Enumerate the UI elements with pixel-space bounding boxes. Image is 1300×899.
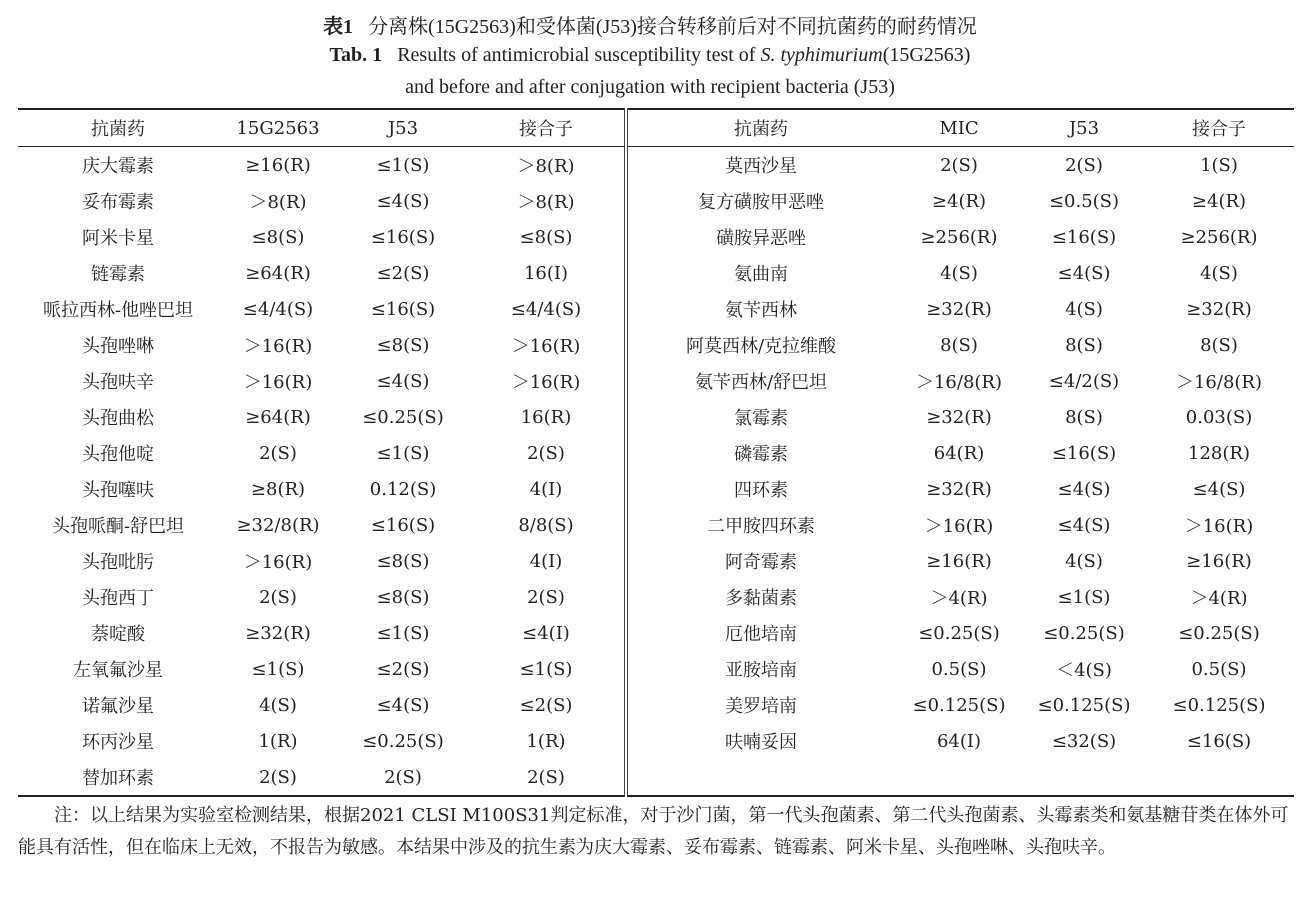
right-cell-conjugant: ＞4(R)	[1190, 588, 1248, 609]
table-row	[18, 651, 1294, 687]
left-cell-conjugant: ≤4(I)	[468, 615, 626, 651]
left-cell-conjugant: 2(S)	[468, 435, 626, 471]
left-cell-isolate: ≤8(S)	[251, 226, 305, 248]
left-cell-conjugant: 4(I)	[468, 543, 626, 579]
caption-en-label: Tab. 1	[329, 44, 383, 66]
caption-cn-label: 表1	[323, 16, 354, 38]
left-cell-drug: 环丙沙星	[82, 732, 154, 753]
header-mic: MIC	[894, 109, 1024, 147]
right-cell-isolate: ≥32(R)	[926, 406, 992, 428]
left-cell-drug: 庆大霉素	[82, 156, 154, 177]
left-cell-conjugant: ＞16(R)	[468, 363, 626, 399]
right-cell-j53: ≤0.25(S)	[1043, 622, 1125, 644]
caption-en-species: S. typhimurium	[760, 44, 883, 66]
header-drug-right: 抗菌药	[626, 109, 894, 147]
right-cell-isolate: 0.5(S)	[931, 658, 987, 680]
header-drug-left: 抗菌药	[18, 109, 218, 147]
right-cell-conjugant: 0.03(S)	[1185, 406, 1253, 428]
left-cell-isolate: ＞16(R)	[243, 372, 313, 393]
left-cell-drug: 阿米卡星	[82, 228, 154, 249]
table-row	[18, 723, 1294, 759]
right-cell-conjugant: 0.5(S)	[1191, 658, 1247, 680]
right-cell-drug: 氯霉素	[734, 408, 788, 429]
right-cell-conjugant: 128(R)	[1188, 442, 1250, 464]
table-row	[18, 543, 1294, 579]
left-cell-conjugant: ≤1(S)	[468, 651, 626, 687]
left-cell-conjugant: 1(R)	[468, 723, 626, 759]
table-row	[18, 615, 1294, 651]
left-cell-drug: 头孢哌酮-舒巴坦	[51, 516, 185, 537]
right-cell-drug: 氨曲南	[734, 264, 788, 285]
left-cell-conjugant: 2(S)	[468, 759, 626, 796]
table-row	[18, 435, 1294, 471]
right-cell-isolate: ≤0.125(S)	[912, 694, 1006, 716]
left-cell-j53: 2(S)	[384, 766, 422, 788]
left-cell-isolate: 1(R)	[258, 730, 298, 752]
left-cell-j53: ≤1(S)	[376, 154, 430, 176]
right-cell-drug: 氨苄西林	[725, 300, 797, 321]
left-cell-conjugant: ≤4/4(S)	[468, 291, 626, 327]
right-cell-isolate: ≤0.25(S)	[918, 622, 1000, 644]
left-cell-drug: 左氧氟沙星	[73, 660, 163, 681]
left-cell-isolate: ≤1(S)	[251, 658, 305, 680]
right-cell-isolate: ≥32(R)	[926, 298, 992, 320]
right-cell-isolate: 64(R)	[933, 442, 985, 464]
caption-cn	[0, 10, 1300, 39]
left-cell-conjugant: ＞16(R)	[468, 327, 626, 363]
right-cell-conjugant: ≤16(S)	[1186, 730, 1252, 752]
left-cell-j53: ≤4(S)	[376, 694, 430, 716]
right-cell-conjugant: ＞16/8(R)	[1175, 372, 1263, 393]
right-cell-drug: 莫西沙星	[725, 156, 797, 177]
right-cell-drug: 磷霉素	[734, 444, 788, 465]
right-cell-isolate: 4(S)	[940, 262, 978, 284]
susceptibility-table	[18, 108, 1294, 797]
left-cell-conjugant: 2(S)	[468, 579, 626, 615]
left-cell-conjugant: ＞8(R)	[468, 183, 626, 219]
left-cell-isolate: ≥8(R)	[250, 478, 306, 500]
right-cell-isolate	[894, 759, 1024, 796]
right-cell-isolate: 8(S)	[940, 334, 978, 356]
right-cell-isolate: ＞4(R)	[930, 588, 988, 609]
left-cell-isolate: ≥16(R)	[245, 154, 311, 176]
table-row	[18, 147, 1294, 184]
right-cell-isolate: 2(S)	[940, 154, 978, 176]
left-cell-isolate: ≤4/4(S)	[242, 298, 314, 320]
left-cell-drug: 哌拉西林-他唑巴坦	[42, 300, 194, 321]
right-cell-conjugant: 8(S)	[1200, 334, 1238, 356]
left-cell-drug: 萘啶酸	[91, 624, 145, 645]
left-cell-isolate: ＞16(R)	[243, 336, 313, 357]
table-row	[18, 687, 1294, 723]
right-cell-j53: ≤4(S)	[1057, 262, 1111, 284]
right-cell-isolate: 64(I)	[936, 730, 982, 752]
left-cell-j53: 0.12(S)	[369, 478, 437, 500]
right-cell-conjugant: 4(S)	[1200, 262, 1238, 284]
left-cell-j53: ≤8(S)	[376, 550, 430, 572]
header-j53-right: J53	[1024, 109, 1144, 147]
caption-cn-text: 分离株(15G2563)和受体菌(J53)接合转移前后对不同抗菌药的耐药情况	[368, 16, 977, 38]
left-cell-conjugant: 4(I)	[468, 471, 626, 507]
left-cell-j53: ≤8(S)	[376, 586, 430, 608]
left-cell-j53: ≤4(S)	[376, 190, 430, 212]
right-cell-j53: 8(S)	[1065, 406, 1103, 428]
left-cell-j53: ≤2(S)	[376, 658, 430, 680]
right-cell-j53: 4(S)	[1065, 298, 1103, 320]
left-cell-isolate: ≥64(R)	[245, 406, 311, 428]
left-cell-drug: 链霉素	[91, 264, 145, 285]
left-cell-conjugant: 16(R)	[468, 399, 626, 435]
left-cell-j53: ≤8(S)	[376, 334, 430, 356]
right-cell-drug: 氨苄西林/舒巴坦	[694, 372, 828, 393]
left-cell-j53: ≤2(S)	[376, 262, 430, 284]
right-cell-conjugant: ≤0.25(S)	[1178, 622, 1260, 644]
left-cell-j53: ≤0.25(S)	[362, 406, 444, 428]
table-row	[18, 291, 1294, 327]
right-cell-isolate: ＞16/8(R)	[915, 372, 1003, 393]
right-cell-j53: ≤16(S)	[1051, 442, 1117, 464]
left-cell-conjugant: 8/8(S)	[468, 507, 626, 543]
left-cell-drug: 头孢唑啉	[82, 336, 154, 357]
left-cell-drug: 替加环素	[82, 768, 154, 789]
right-cell-conjugant: 1(S)	[1200, 154, 1238, 176]
left-cell-isolate: 2(S)	[259, 442, 297, 464]
left-cell-j53: ≤0.25(S)	[362, 730, 444, 752]
left-cell-j53: ≤4(S)	[376, 370, 430, 392]
right-cell-conjugant	[1144, 759, 1294, 796]
right-cell-drug: 厄他培南	[725, 624, 797, 645]
right-cell-drug: 阿奇霉素	[725, 552, 797, 573]
left-cell-drug: 头孢吡肟	[82, 552, 154, 573]
right-cell-drug: 复方磺胺甲恶唑	[698, 192, 824, 213]
right-cell-j53: 4(S)	[1065, 550, 1103, 572]
right-cell-isolate: ≥32(R)	[926, 478, 992, 500]
caption-en-line2: and before and after conjugation with recipient bacteria (J53)	[405, 76, 895, 98]
right-cell-isolate: ＞16(R)	[924, 516, 994, 537]
right-cell-drug: 亚胺培南	[725, 660, 797, 681]
right-cell-j53: ＜4(S)	[1056, 660, 1112, 681]
right-cell-drug: 美罗培南	[725, 696, 797, 717]
header-j53-left: J53	[338, 109, 468, 147]
right-cell-j53: ≤4/2(S)	[1048, 370, 1120, 392]
left-cell-conjugant: ≤2(S)	[468, 687, 626, 723]
right-cell-conjugant: ≤4(S)	[1192, 478, 1246, 500]
right-cell-j53: ≤4(S)	[1057, 478, 1111, 500]
table-row	[18, 327, 1294, 363]
right-cell-j53: ≤16(S)	[1051, 226, 1117, 248]
left-cell-isolate: 2(S)	[259, 586, 297, 608]
right-cell-conjugant: ≥4(R)	[1191, 190, 1247, 212]
table-row	[18, 183, 1294, 219]
table-row	[18, 219, 1294, 255]
left-cell-drug: 诺氟沙星	[82, 696, 154, 717]
left-cell-j53: ≤16(S)	[370, 514, 436, 536]
right-cell-conjugant: ≤0.125(S)	[1172, 694, 1266, 716]
table-note: 注：以上结果为实验室检测结果，根据2021 CLSI M100S31判定标准，对于沙门菌，第一代头孢菌素、第二代头孢菌素、头霉素类和氨基糖苷类在体外可能具有活性，但在临床上无效，不报告为敏感。本结果中涉及的抗生素为庆大霉素、妥布霉素、链霉素、阿米卡星、头孢唑啉、头孢呋辛。	[18, 805, 1289, 858]
left-cell-j53: ≤1(S)	[376, 622, 430, 644]
left-cell-drug: 头孢呋辛	[82, 372, 154, 393]
left-cell-conjugant: ＞8(R)	[468, 147, 626, 184]
right-cell-j53: ≤0.5(S)	[1048, 190, 1120, 212]
left-cell-isolate: ＞16(R)	[243, 552, 313, 573]
right-cell-j53: ≤0.125(S)	[1037, 694, 1131, 716]
header-conjugant-right: 接合子	[1144, 109, 1294, 147]
right-cell-conjugant: ＞16(R)	[1184, 516, 1254, 537]
table-row	[18, 363, 1294, 399]
left-cell-drug: 头孢曲松	[82, 408, 154, 429]
table-row	[18, 507, 1294, 543]
right-cell-drug: 磺胺异恶唑	[716, 228, 806, 249]
left-cell-isolate: ≥64(R)	[245, 262, 311, 284]
caption-en-text: Results of antimicrobial susceptibility test of	[397, 44, 756, 66]
right-cell-drug: 四环素	[734, 480, 788, 501]
right-cell-isolate: ≥16(R)	[926, 550, 992, 572]
right-cell-isolate: ≥256(R)	[920, 226, 998, 248]
left-cell-conjugant: 16(I)	[468, 255, 626, 291]
right-cell-conjugant: ≥16(R)	[1186, 550, 1252, 572]
right-cell-drug: 呋喃妥因	[725, 732, 797, 753]
left-cell-isolate: ＞8(R)	[249, 192, 307, 213]
left-cell-isolate: ≥32/8(R)	[236, 514, 320, 536]
left-cell-j53: ≤1(S)	[376, 442, 430, 464]
left-cell-drug: 头孢他啶	[82, 444, 154, 465]
right-cell-drug: 阿莫西林/克拉维酸	[685, 336, 837, 357]
header-conjugant-left: 接合子	[468, 109, 626, 147]
right-cell-isolate: ≥4(R)	[931, 190, 987, 212]
right-cell-conjugant: ≥32(R)	[1186, 298, 1252, 320]
caption-en-strain: (15G2563)	[882, 44, 971, 66]
right-cell-j53: ≤4(S)	[1057, 514, 1111, 536]
table-row	[18, 255, 1294, 291]
left-cell-j53: ≤16(S)	[370, 226, 436, 248]
right-cell-j53	[1024, 759, 1144, 796]
table-row	[18, 399, 1294, 435]
table-row	[18, 471, 1294, 507]
left-cell-conjugant: ≤8(S)	[468, 219, 626, 255]
right-cell-j53: 2(S)	[1065, 154, 1103, 176]
right-cell-j53: ≤1(S)	[1057, 586, 1111, 608]
caption-en	[0, 44, 1300, 67]
right-cell-drug: 二甲胺四环素	[707, 516, 815, 537]
table-row	[18, 579, 1294, 615]
right-cell-j53: 8(S)	[1065, 334, 1103, 356]
right-cell-drug	[626, 759, 894, 796]
table-row	[18, 759, 1294, 796]
left-cell-drug: 头孢西丁	[82, 588, 154, 609]
left-cell-isolate: ≥32(R)	[245, 622, 311, 644]
table-body	[18, 147, 1294, 797]
left-cell-j53: ≤16(S)	[370, 298, 436, 320]
left-cell-drug: 妥布霉素	[82, 192, 154, 213]
header-15g2563: 15G2563	[218, 109, 338, 147]
right-cell-j53: ≤32(S)	[1051, 730, 1117, 752]
table-header-row	[18, 109, 1294, 147]
left-cell-drug: 头孢噻呋	[82, 480, 154, 501]
right-cell-drug: 多黏菌素	[725, 588, 797, 609]
right-cell-conjugant: ≥256(R)	[1180, 226, 1258, 248]
left-cell-isolate: 2(S)	[259, 766, 297, 788]
left-cell-isolate: 4(S)	[259, 694, 297, 716]
